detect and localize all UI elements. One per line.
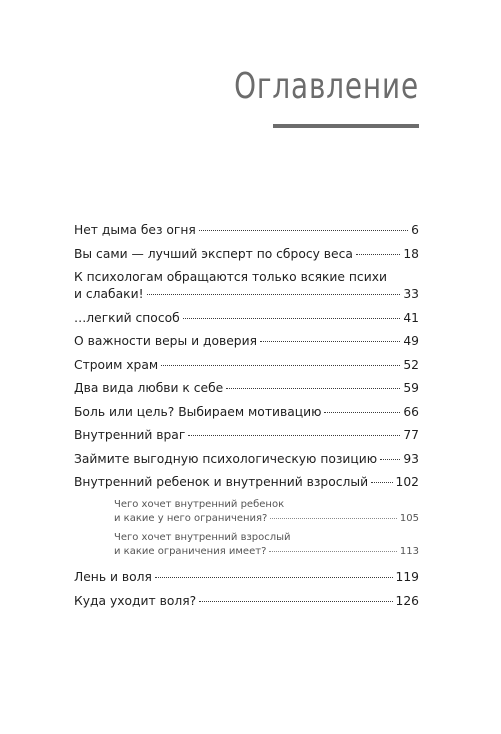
toc-entry-title: О важности веры и доверия	[74, 334, 258, 348]
toc-entry[interactable]	[74, 404, 419, 421]
toc-subentry-title-line1: Чего хочет внутренний ребенок	[114, 499, 285, 510]
dot-leader	[260, 341, 400, 342]
dot-leader	[199, 230, 408, 231]
toc-entry[interactable]	[74, 357, 419, 374]
toc-entry-page: 66	[403, 404, 419, 419]
dot-leader	[269, 551, 397, 552]
toc-entry-title: Куда уходит воля?	[74, 593, 197, 608]
toc-entry-title: Лень и воля	[74, 570, 152, 584]
toc-entry[interactable]	[74, 427, 419, 444]
toc-entry[interactable]	[74, 474, 419, 491]
toc-subentry[interactable]	[114, 498, 419, 526]
toc-entry-title: Внутренний враг	[74, 428, 186, 442]
toc-entry-title: Внутренний ребенок и внутренний взрослый	[74, 475, 369, 489]
toc-entry-page: 59	[403, 381, 419, 395]
dot-leader	[155, 577, 393, 578]
toc-entry-title-line1: К психологам обращаются только всякие психи	[74, 270, 387, 284]
toc-entry[interactable]	[74, 333, 419, 350]
toc-subentry-title: и какие у него ограничения?	[114, 513, 268, 524]
toc-entry-title: …легкий способ	[74, 310, 180, 325]
toc-entry-title: Нет дыма без огня	[74, 223, 196, 237]
dot-leader	[161, 365, 400, 366]
dot-leader	[147, 294, 401, 295]
toc-subentry[interactable]	[114, 531, 419, 559]
dot-leader	[380, 459, 400, 460]
toc-entry-title: и слабаки!	[74, 287, 144, 301]
toc-entry-title: Займите выгодную психологическую позицию	[74, 451, 378, 466]
dot-leader	[183, 318, 401, 319]
dot-leader	[226, 388, 400, 389]
toc-entry-page: 102	[395, 475, 419, 489]
toc-entry[interactable]	[74, 569, 419, 586]
toc-entry[interactable]	[74, 451, 419, 468]
toc-entry-title: Боль или цель? Выбираем мотивацию	[74, 404, 322, 419]
toc-entry-page: 6	[411, 223, 419, 237]
table-of-contents	[74, 222, 419, 616]
toc-entry[interactable]	[74, 593, 419, 610]
toc-subentry-page: 113	[399, 546, 419, 557]
page-title: Оглавление	[234, 66, 419, 107]
dot-leader	[371, 482, 392, 483]
toc-entry-page: 119	[395, 570, 419, 584]
toc-entry-page: 33	[403, 287, 419, 301]
toc-entry[interactable]	[74, 246, 419, 263]
toc-subentry-page: 105	[399, 513, 419, 524]
dot-leader	[324, 412, 400, 413]
toc-entry[interactable]	[74, 222, 419, 239]
dot-leader	[270, 518, 397, 519]
title-underline	[273, 124, 419, 128]
toc-entry-page: 52	[403, 357, 419, 372]
toc-entry-title: Два вида любви к себе	[74, 381, 224, 395]
dot-leader	[356, 254, 400, 255]
toc-entry-title: Вы сами — лучший эксперт по сбросу веса	[74, 246, 353, 261]
dot-leader	[188, 435, 400, 436]
toc-entry[interactable]	[74, 310, 419, 327]
toc-entry-page: 77	[403, 428, 419, 442]
toc-entry-page: 49	[403, 334, 419, 348]
toc-entry[interactable]	[74, 380, 419, 397]
toc-entry-title: Строим храм	[74, 357, 159, 372]
toc-entry-page: 126	[395, 593, 419, 608]
toc-subentry-title: и какие ограничения имеет?	[114, 546, 267, 557]
dot-leader	[199, 601, 392, 602]
toc-entry[interactable]	[74, 269, 419, 303]
toc-entry-page: 93	[403, 451, 419, 466]
toc-entry-page: 18	[403, 246, 419, 261]
toc-entry-page: 41	[403, 310, 419, 325]
toc-subentry-title-line1: Чего хочет внутренний взрослый	[114, 532, 291, 543]
